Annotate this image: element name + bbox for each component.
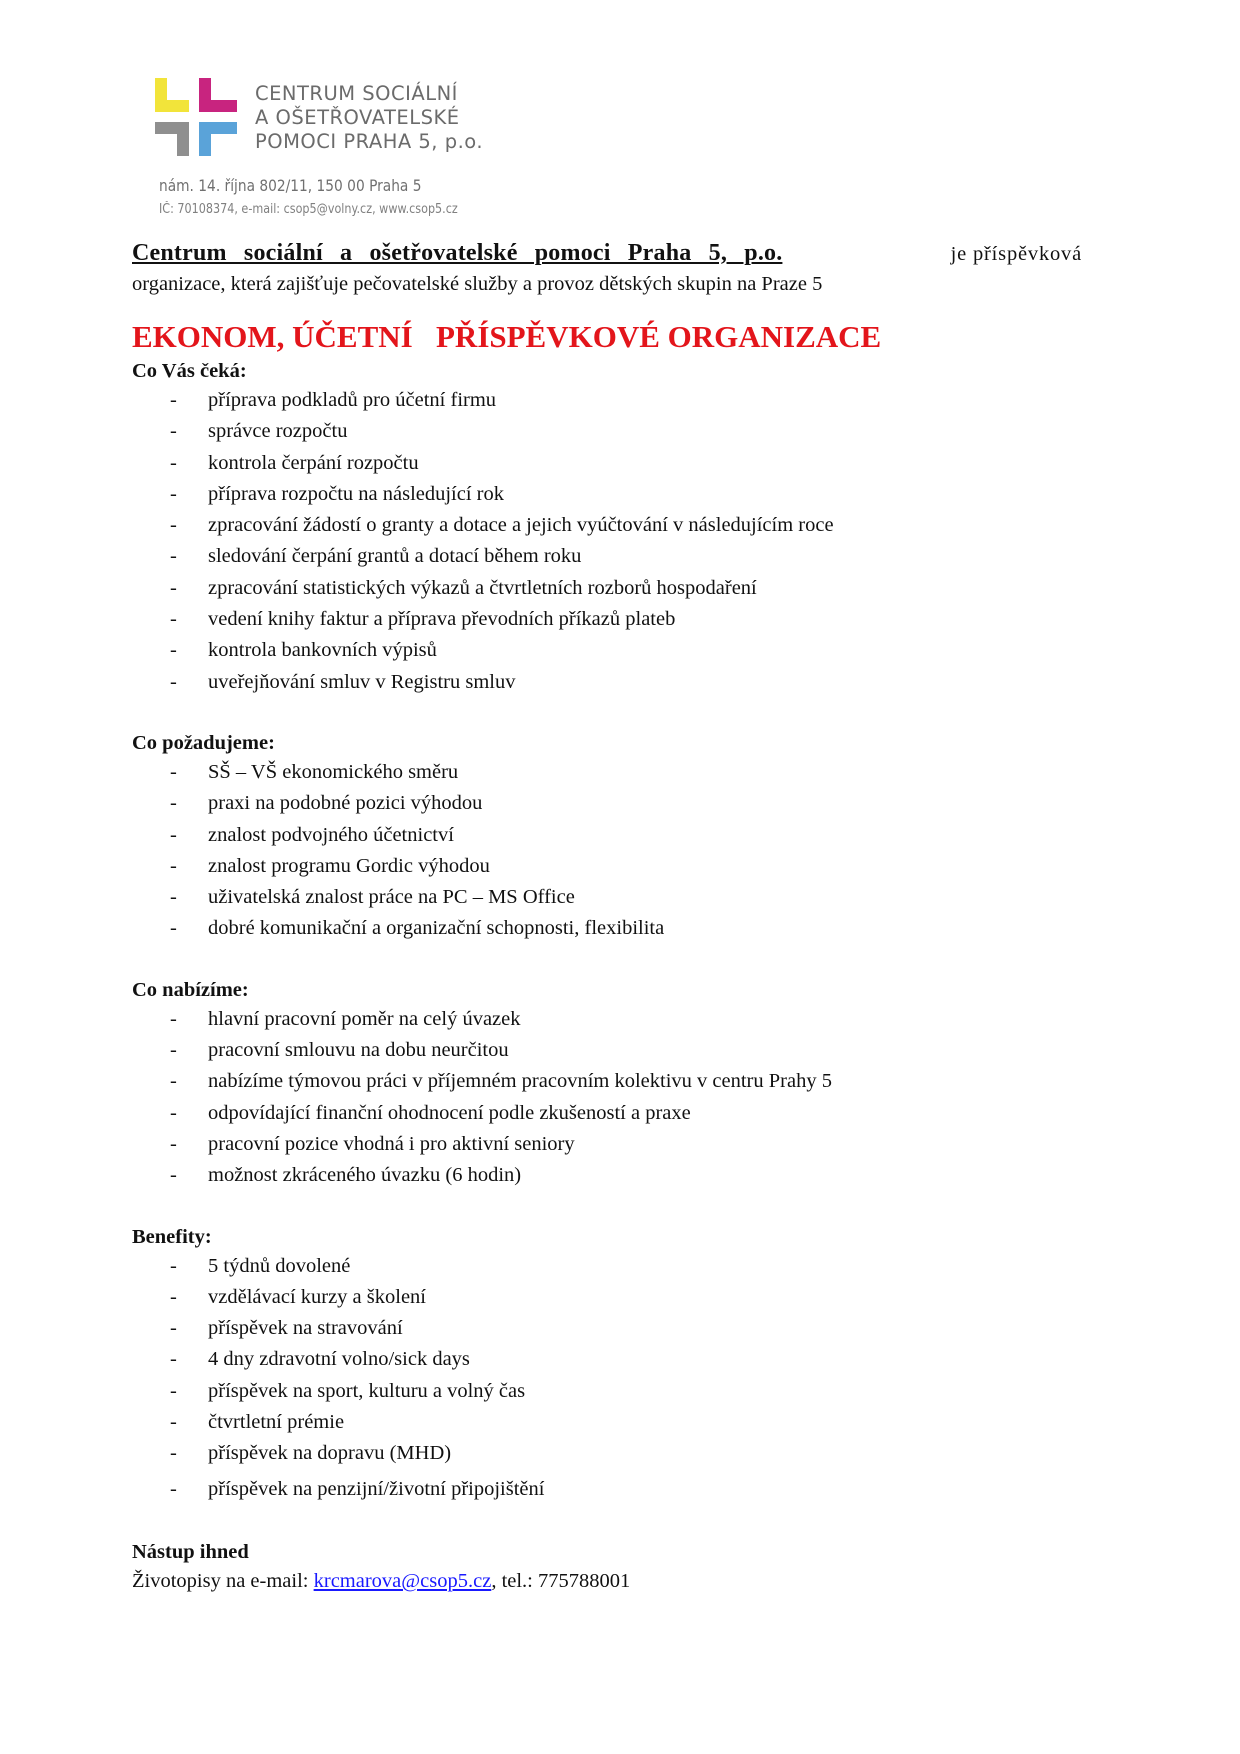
dash-bullet: - [170,1007,177,1030]
dash-bullet: - [170,482,177,505]
list-item-text: pracovní pozice vhodná i pro aktivní seniory [208,1132,575,1155]
list-item-text: vzdělávací kurzy a školení [208,1285,427,1308]
section-heading: Co požadujeme: [132,731,275,754]
list-item [132,541,1082,572]
dash-bullet: - [170,1348,177,1371]
list-item [132,1344,1082,1375]
list-item-text: vedení knihy faktur a příprava převodních příkazů plateb [208,608,676,631]
list-item [132,1251,1082,1282]
list-item-text: sledování čerpání grantů a dotací během roku [208,545,582,568]
intro-second-line: organizace, která zajišťuje pečovatelské služby a provoz dětských skupin na Praze 5 [132,273,823,295]
list-item-text: zpracování žádostí o granty a dotace a jejich vyúčtování v následujícím roce [208,514,834,537]
dash-bullet: - [170,1411,177,1434]
list-item-text: znalost programu Gordic výhodou [208,854,490,877]
contact-line [132,1566,1082,1596]
logo-yellow-bar [155,100,189,112]
list-item-text: 5 týdnů dovolené [208,1254,351,1277]
dash-bullet: - [170,639,177,662]
organization-name: Centrum sociální a ošetřovatelské pomoci Praha 5, p.o. [132,240,783,266]
list-item [132,1004,1082,1035]
list-item-text: odpovídající finanční ohodnocení podle zkušeností a praxe [208,1101,691,1124]
list-item [132,913,1082,944]
dash-bullet: - [170,792,177,815]
list-item [132,1129,1082,1160]
logo-gray-block [177,122,189,156]
offer-list [132,1004,1082,1192]
list-item [132,416,1082,447]
list-item-text: praxi na podobné pozici výhodou [208,792,483,815]
list-item [132,1438,1082,1469]
list-item-text: příspěvek na penzijní/životní připojištění [208,1477,545,1500]
list-item [132,385,1082,416]
list-item [132,788,1082,819]
dash-bullet: - [170,1477,177,1500]
requirements-list [132,757,1082,945]
dash-bullet: - [170,854,177,877]
dash-bullet: - [170,1070,177,1093]
list-item-text: hlavní pracovní poměr na celý úvazek [208,1007,521,1030]
document-content [132,238,1082,1596]
intro-first-line [132,238,1082,269]
dash-bullet: - [170,1254,177,1277]
section-heading: Co nabízíme: [132,978,249,1001]
list-item-text: 4 dny zdravotní volno/sick days [208,1348,470,1371]
email-link[interactable]: krcmarova@csop5.cz [313,1569,492,1592]
section-heading: Co Vás čeká: [132,360,247,382]
benefits-list [132,1251,1082,1505]
contact-phone: , tel.: 775788001 [491,1569,631,1592]
list-item-text: čtvrtletní prémie [208,1411,345,1434]
section-offer [132,976,1082,1192]
section-benefits [132,1223,1082,1505]
dash-bullet: - [170,608,177,631]
list-item-text: dobré komunikační a organizační schopnosti, flexibilita [208,917,665,940]
job-title: EKONOM, ÚČETNÍ PŘÍSPĚVKOVÉ ORGANIZACE [132,319,882,354]
list-item [132,1066,1082,1097]
dash-bullet: - [170,886,177,909]
start-date: Nástup ihned [132,1540,249,1563]
list-item-text: uživatelská znalost práce na PC – MS Office [208,886,575,909]
dash-bullet: - [170,1379,177,1402]
dash-bullet: - [170,1039,177,1062]
list-item-text: příprava podkladů pro účetní firmu [208,389,497,411]
list-item [132,635,1082,666]
dash-bullet: - [170,545,177,568]
list-item [132,1376,1082,1407]
list-item [132,510,1082,541]
list-item-text: nabízíme týmovou práci v příjemném pracovním kolektivu v centru Prahy 5 [208,1070,832,1093]
list-item-text: příspěvek na sport, kulturu a volný čas [208,1379,526,1402]
logo-magenta-bar [199,100,237,112]
list-item-text: uveřejňování smluv v Registru smluv [208,670,516,693]
list-item-text: správce rozpočtu [208,420,348,443]
list-item [132,1313,1082,1344]
dash-bullet: - [170,823,177,846]
dash-bullet: - [170,1164,177,1187]
section-requirements [132,729,1082,945]
dash-bullet: - [170,917,177,940]
section-what-awaits [132,357,1082,698]
list-item [132,1098,1082,1129]
list-item-text: příspěvek na stravování [208,1317,403,1340]
list-item-text: kontrola bankovních výpisů [208,639,437,662]
list-item-text: příspěvek na dopravu (MHD) [208,1442,452,1465]
cross-logo-icon [155,78,239,162]
list-item-text: kontrola čerpání rozpočtu [208,451,419,474]
logo-organization-name [255,82,555,154]
dash-bullet: - [170,1101,177,1124]
contact-prefix: Životopisy na e-mail: [132,1569,314,1592]
dash-bullet: - [170,1317,177,1340]
list-item-text: zpracování statistických výkazů a čtvrtletních rozborů hospodaření [208,576,757,599]
list-item [132,1474,1082,1505]
list-item [132,851,1082,882]
logo-blue-block [199,122,211,156]
intro-tail-text: je příspěvková [950,243,1082,265]
dash-bullet: - [170,451,177,474]
list-item [132,573,1082,604]
logo-address: nám. 14. října 802/11, 150 00 Praha 5 [159,176,422,195]
logo-name-line: CENTRUM SOCIÁLNÍ [255,82,458,105]
list-item-text: znalost podvojného účetnictví [208,823,454,846]
intro-paragraph [132,238,1082,299]
list-item [132,1160,1082,1191]
logo-name-line: POMOCI PRAHA 5, p.o. [255,130,484,153]
dash-bullet: - [170,514,177,537]
logo-contact-ids: IČ: 70108374, e-mail: csop5@volny.cz, www.csop5.cz [159,202,458,217]
list-item [132,448,1082,479]
list-item [132,820,1082,851]
dash-bullet: - [170,389,177,411]
organization-logo [155,78,515,226]
dash-bullet: - [170,1285,177,1308]
list-item [132,1407,1082,1438]
section-heading: Benefity: [132,1225,212,1248]
list-item-text: příprava rozpočtu na následující rok [208,482,504,505]
logo-name-line: A OŠETŘOVATELSKÉ [255,106,460,129]
list-item [132,1282,1082,1313]
list-item [132,479,1082,510]
dash-bullet: - [170,760,177,783]
list-item-text: SŠ – VŠ ekonomického směru [208,760,459,783]
list-item [132,1035,1082,1066]
duties-list [132,385,1082,698]
list-item [132,882,1082,913]
dash-bullet: - [170,670,177,693]
dash-bullet: - [170,420,177,443]
list-item [132,604,1082,635]
list-item-text: možnost zkráceného úvazku (6 hodin) [208,1164,522,1187]
list-item-text: pracovní smlouvu na dobu neurčitou [208,1039,509,1062]
list-item [132,667,1082,698]
dash-bullet: - [170,1442,177,1465]
dash-bullet: - [170,1132,177,1155]
list-item [132,757,1082,788]
dash-bullet: - [170,576,177,599]
